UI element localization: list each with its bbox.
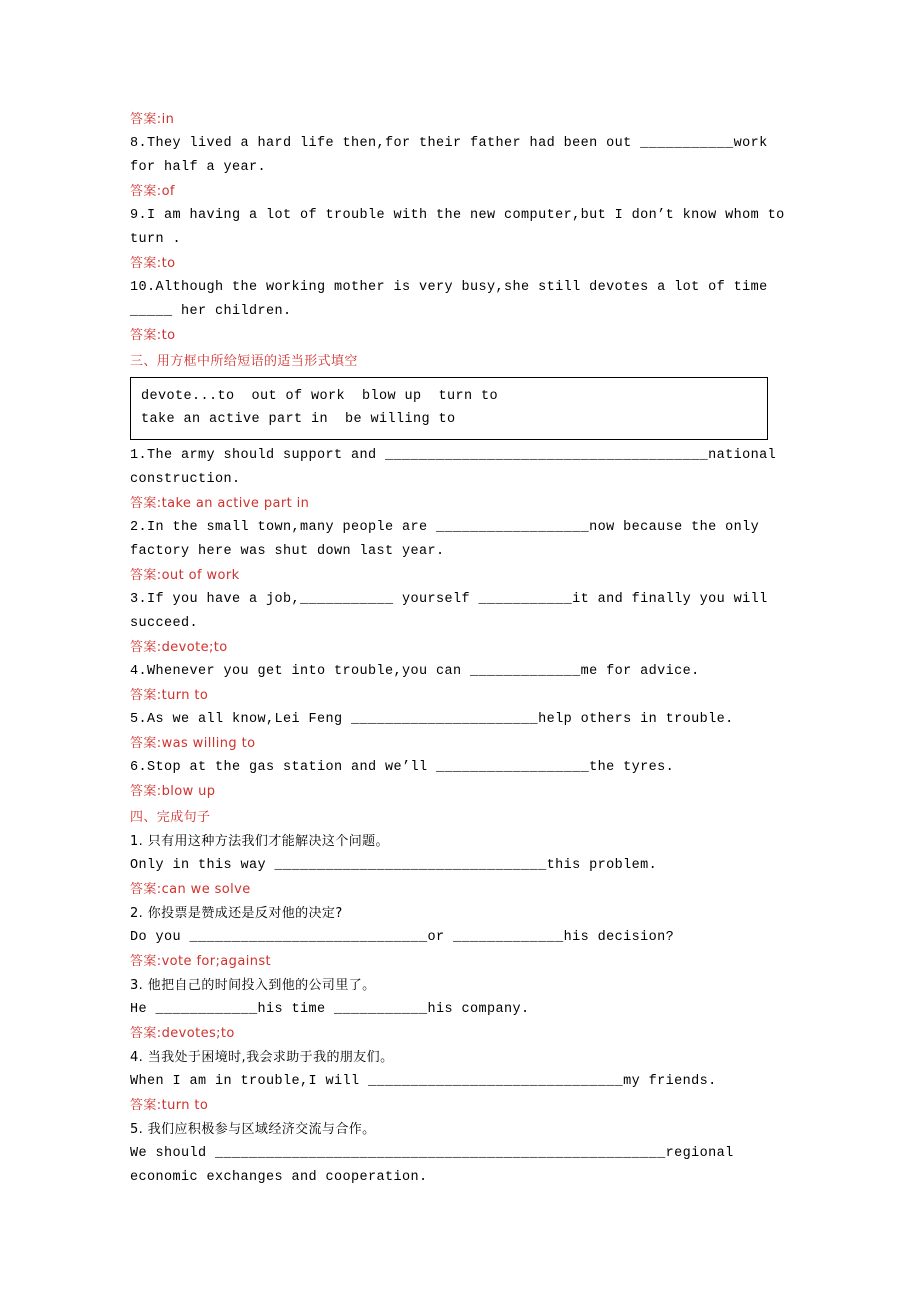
question-line: Do you ____________________________or _____________his decision? (130, 930, 675, 945)
answer-line: 答案:devote;to (130, 640, 228, 655)
answer-line: 答案:can we solve (130, 882, 251, 897)
question-line: He ____________his time ___________his company. (130, 1002, 530, 1017)
answer-line: 答案:to (130, 328, 176, 343)
phrase-box-line: devote...to out of work blow up turn to (141, 389, 499, 404)
answer-line: 答案:turn to (130, 1098, 209, 1113)
question-line: 1. 只有用这种方法我们才能解决这个问题。 (130, 834, 389, 849)
phrase-box (130, 377, 768, 440)
question-line: 2.In the small town,many people are __________________now because the only factory here was shut down last year. (130, 520, 768, 559)
answer-line: 答案:of (130, 184, 175, 199)
answer-line: 答案:to (130, 256, 176, 271)
question-line: 2. 你投票是赞成还是反对他的决定? (130, 906, 343, 921)
answer-line: 答案:in (130, 112, 175, 127)
section-heading: 三、用方框中所给短语的适当形式填空 (130, 354, 358, 369)
answer-line: 答案:out of work (130, 568, 240, 583)
question-line: 10.Although the working mother is very busy,she still devotes a lot of time _____ her children. (130, 280, 777, 319)
answer-line: 答案:was willing to (130, 736, 256, 751)
answer-line: 答案:devotes;to (130, 1026, 235, 1041)
phrase-box-line: take an active part in be willing to (141, 412, 456, 427)
question-line: 1.The army should support and ______________________________________national construction. (130, 448, 785, 487)
question-line: 8.They lived a hard life then,for their father had been out ___________work for half a year. (130, 136, 777, 175)
answer-line: 答案:vote for;against (130, 954, 272, 969)
question-line: 4. 当我处于困境时,我会求助于我的朋友们。 (130, 1050, 394, 1065)
section-heading: 四、完成句子 (130, 810, 211, 825)
answer-line: 答案:take an active part in (130, 496, 310, 511)
question-line: We should _____________________________________________________regional economic exchanges and cooperation. (130, 1146, 743, 1185)
question-line: Only in this way ________________________________this problem. (130, 858, 658, 873)
exercise-content (130, 108, 794, 1190)
question-line: 5. 我们应积极参与区域经济交流与合作。 (130, 1122, 376, 1137)
answer-line: 答案:blow up (130, 784, 216, 799)
question-line: 5.As we all know,Lei Feng ______________________help others in trouble. (130, 712, 734, 727)
question-line: 3. 他把自己的时间投入到他的公司里了。 (130, 978, 376, 993)
question-line: 9.I am having a lot of trouble with the new computer,but I don’t know whom to turn . (130, 208, 794, 247)
question-line: 4.Whenever you get into trouble,you can _____________me for advice. (130, 664, 700, 679)
question-line: 3.If you have a job,___________ yourself ___________it and finally you will succeed. (130, 592, 777, 631)
answer-line: 答案:turn to (130, 688, 209, 703)
question-line: When I am in trouble,I will ______________________________my friends. (130, 1074, 717, 1089)
question-line: 6.Stop at the gas station and we’ll __________________the tyres. (130, 760, 675, 775)
